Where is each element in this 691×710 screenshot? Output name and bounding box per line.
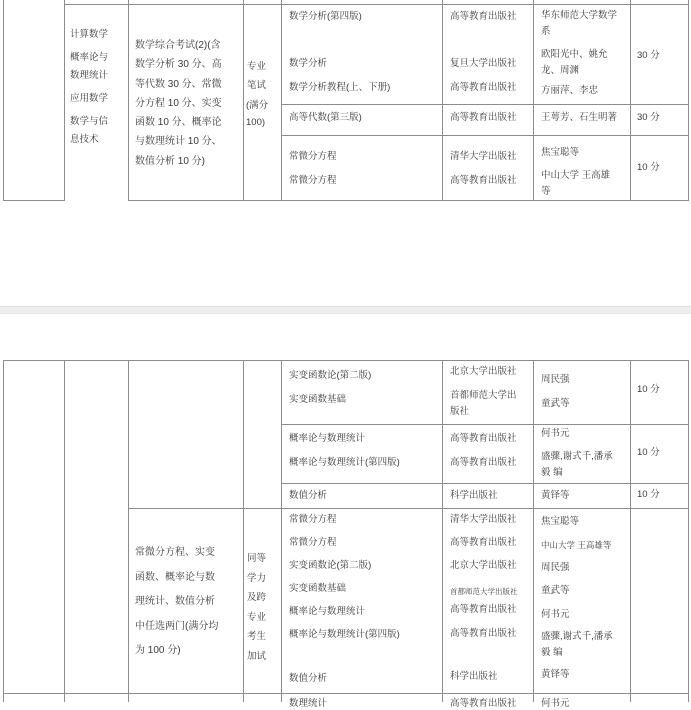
author: 华东师范大学数学系 xyxy=(541,10,618,37)
book-title: 数值分析 xyxy=(289,490,328,501)
book-title: 实变函数论(第二版) xyxy=(289,370,372,381)
book-title: 实变函数基础 xyxy=(289,394,347,405)
author: 童武等 xyxy=(541,398,570,409)
book-title: 常微分方程 xyxy=(289,514,337,525)
table-border-v xyxy=(688,0,689,200)
score-value: 10 分 xyxy=(637,447,660,458)
author: 中山大学 王高雄等 xyxy=(541,540,612,550)
page-break-gap xyxy=(0,313,691,314)
major-item: 计算数学 xyxy=(70,29,109,40)
author: 何书元 xyxy=(541,609,570,620)
book-title: 高等代数(第三版) xyxy=(289,112,362,123)
author: 何书元 xyxy=(541,428,570,439)
book-title: 概率论与数理统计 xyxy=(289,606,366,617)
book-title: 数值分析 xyxy=(289,673,328,684)
score-value: 30 分 xyxy=(637,50,660,61)
book-title: 实变函数论(第二版) xyxy=(289,560,372,571)
table-border-h xyxy=(128,200,689,201)
publisher: 高等教育出版社 xyxy=(450,457,517,468)
exam-name: 数学综合考试(2)(含数学分析 30 分、高等代数 30 分、常微分方程 10 分、实变函数 10 分、概率论与数理统计 10 分、数值分析 10 分) xyxy=(135,40,222,167)
table-border-v xyxy=(281,360,282,702)
table-border-v xyxy=(533,0,534,200)
author: 方丽萍、李忠 xyxy=(541,85,599,96)
table-border-v xyxy=(281,0,282,200)
score-value: 30 分 xyxy=(637,112,660,123)
exam-full-score: (满分 100) xyxy=(246,100,269,128)
table-border-v xyxy=(533,360,534,702)
table-border-h xyxy=(3,360,689,361)
table-border-v xyxy=(64,0,65,200)
author: 周民强 xyxy=(541,562,570,573)
author: 周民强 xyxy=(541,374,570,385)
publisher: 科学出版社 xyxy=(450,490,498,501)
author: 焦宝聪等 xyxy=(541,147,580,158)
score-value: 10 分 xyxy=(637,162,660,173)
book-title: 数学分析(第四版) xyxy=(289,11,362,22)
publisher: 高等教育出版社 xyxy=(450,82,517,93)
publisher: 清华大学出版社 xyxy=(450,151,517,162)
table-border-v xyxy=(3,0,4,200)
publisher: 首都师范大学出版社 xyxy=(450,390,517,417)
author: 中山大学 王高雄等 xyxy=(541,170,611,197)
book-title: 概率论与数理统计(第四版) xyxy=(289,629,400,640)
book-title: 数学分析 xyxy=(289,58,328,69)
book-title: 常微分方程 xyxy=(289,175,337,186)
publisher: 高等教育出版社 xyxy=(450,112,517,123)
publisher: 高等教育出版社 xyxy=(450,628,517,639)
publisher: 高等教育出版社 xyxy=(450,175,517,186)
author: 焦宝聪等 xyxy=(541,516,580,527)
table-border-v xyxy=(128,360,129,702)
table-border-h xyxy=(281,135,689,136)
major-item: 数学与信息技术 xyxy=(70,116,109,145)
publisher: 北京大学出版社 xyxy=(450,560,517,571)
table-border-v xyxy=(442,360,443,702)
exam-format: 专业笔试 xyxy=(247,61,267,91)
addtest-exam-name: 常微分方程、实变函数、概率论与数理统计、数值分析中任选两门(满分均为 100 分) xyxy=(135,547,219,657)
book-title: 数理统计 xyxy=(289,698,328,709)
major-item: 概率论与数理统计 xyxy=(70,52,109,81)
table-border-h xyxy=(281,483,689,484)
author: 童武等 xyxy=(541,585,570,596)
table-border-h xyxy=(64,4,689,5)
table-border-h xyxy=(128,508,689,509)
author: 何书元 xyxy=(541,698,570,709)
author: 盛骤,谢式千,潘承毅 编 xyxy=(541,631,613,658)
publisher: 北京大学出版社 xyxy=(450,366,517,377)
table-border-h xyxy=(3,200,65,201)
book-title: 概率论与数理统计(第四版) xyxy=(289,457,400,468)
author: 欧阳光中、姚允龙、周渊 xyxy=(541,49,608,76)
book-title: 概率论与数理统计 xyxy=(289,433,366,444)
publisher: 高等教育出版社 xyxy=(450,604,517,615)
publisher: 高等教育出版社 xyxy=(450,698,517,709)
author: 黄铎等 xyxy=(541,669,570,680)
majors-list xyxy=(70,26,116,154)
addtest-format: 同等学力及跨专业考生加试 xyxy=(247,553,267,662)
publisher: 科学出版社 xyxy=(450,671,498,682)
table-border-v xyxy=(3,360,4,702)
author: 黄铎等 xyxy=(541,490,570,501)
table-border-h xyxy=(3,693,689,694)
publisher: 高等教育出版社 xyxy=(450,11,517,22)
table-border-v xyxy=(243,0,244,200)
table-border-h xyxy=(281,104,689,105)
publisher: 高等教育出版社 xyxy=(450,537,517,548)
table-border-v xyxy=(64,360,65,702)
book-title: 常微分方程 xyxy=(289,537,337,548)
publisher: 首都师范大学出版社 xyxy=(450,587,518,596)
author: 王萼芳、石生明著 xyxy=(541,112,618,123)
publisher: 高等教育出版社 xyxy=(450,433,517,444)
book-title: 实变函数基础 xyxy=(289,583,347,594)
book-title: 数学分析教程(上、下册) xyxy=(289,82,391,93)
table-border-v xyxy=(442,0,443,200)
score-value: 10 分 xyxy=(637,384,660,395)
score-value: 10 分 xyxy=(637,489,660,500)
author: 盛骤,谢式千,潘承毅 编 xyxy=(541,451,613,478)
table-border-v xyxy=(630,0,631,200)
table-border-h xyxy=(281,424,689,425)
table-border-v xyxy=(243,360,244,702)
table-border-v xyxy=(688,360,689,702)
major-item: 应用数学 xyxy=(70,93,109,104)
table-border-v xyxy=(630,360,631,702)
book-title: 常微分方程 xyxy=(289,151,337,162)
publisher: 复旦大学出版社 xyxy=(450,58,517,69)
publisher: 清华大学出版社 xyxy=(450,514,517,525)
table-border-v xyxy=(128,0,129,200)
